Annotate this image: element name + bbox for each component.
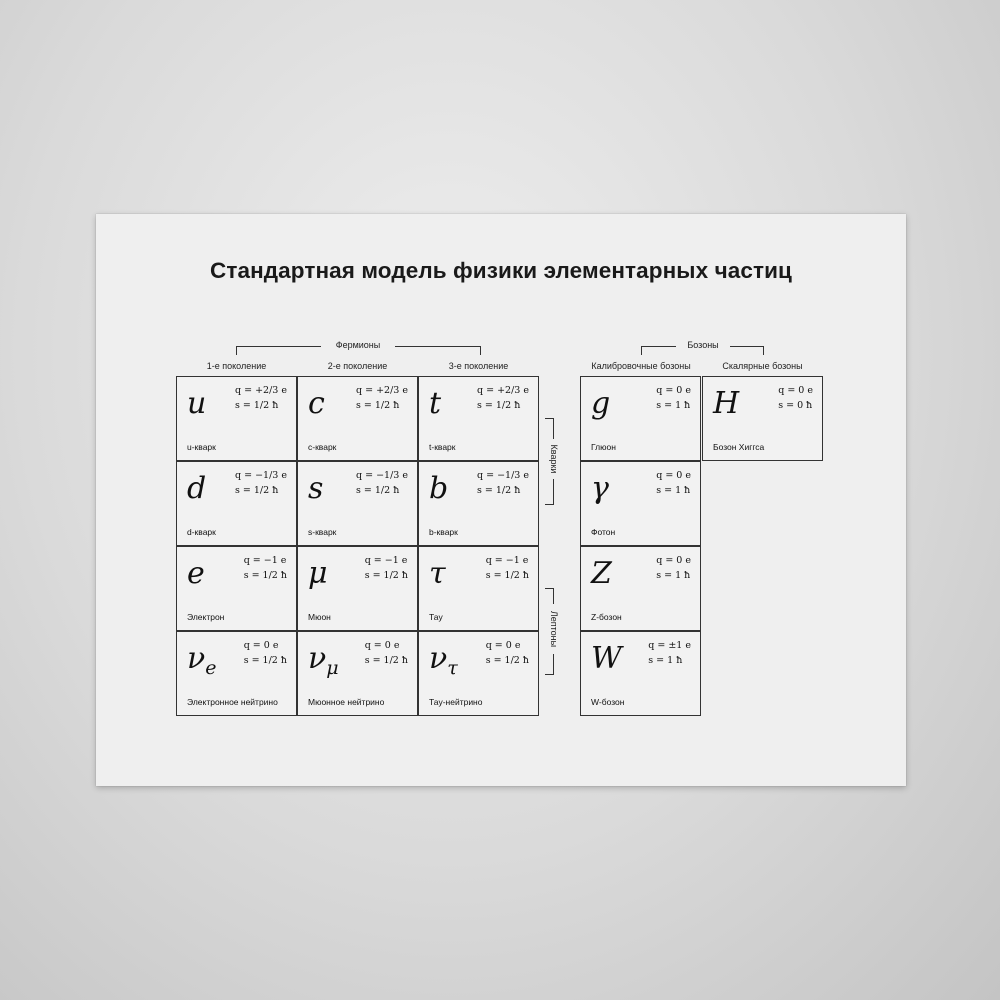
- particle-name: d-кварк: [187, 527, 216, 537]
- charge-value: q = −1/3 e: [356, 470, 408, 481]
- particle-properties: [486, 553, 529, 583]
- particle-name: u-кварк: [187, 442, 216, 452]
- spin-value: s = 0 ħ: [778, 400, 813, 411]
- charge-value: q = 0 e: [656, 470, 691, 481]
- charge-value: q = −1 e: [364, 555, 408, 566]
- page-title: Стандартная модель физики элементарных частиц: [210, 258, 792, 283]
- particle-properties: [656, 553, 691, 583]
- particle-symbol: $\nu_e$: [187, 641, 217, 679]
- generation-label: 3-е поколение: [448, 361, 509, 371]
- particle-symbol: $\nu_\tau$: [429, 641, 458, 679]
- particle-properties: [477, 468, 529, 498]
- charge-value: q = 0 e: [243, 640, 279, 651]
- spin-value: s = 1 ħ: [648, 655, 683, 666]
- particle-name: Мюонное нейтрино: [308, 697, 385, 707]
- quarks-label: Кварки: [549, 439, 559, 479]
- particle-properties: [778, 383, 813, 413]
- particle-symbol-subscript: μ: [326, 657, 339, 679]
- spin-value: s = 1/2 ħ: [243, 570, 287, 581]
- particle-symbol: s: [308, 471, 324, 506]
- particle-symbol: u: [187, 386, 207, 421]
- particle-cell: [297, 461, 418, 546]
- spin-value: s = 1 ħ: [656, 570, 691, 581]
- particle-cell: [176, 546, 297, 631]
- particle-symbol: g: [591, 386, 611, 421]
- spin-value: s = 1/2 ħ: [485, 655, 529, 666]
- spin-value: s = 1/2 ħ: [235, 485, 279, 496]
- spin-value: s = 1 ħ: [656, 485, 691, 496]
- leptons-label: Лептоны: [549, 604, 559, 654]
- particle-cell: [297, 376, 418, 461]
- particle-properties: [477, 383, 529, 413]
- particle-symbol: H: [713, 386, 740, 421]
- charge-value: q = +2/3 e: [235, 385, 287, 396]
- particle-name: Глюон: [591, 442, 616, 452]
- charge-value: q = ±1 e: [648, 640, 691, 651]
- particle-name: Электронное нейтрино: [187, 697, 278, 707]
- scalar-bosons-label: Скалярные бозоны: [722, 361, 803, 371]
- particle-properties: [656, 383, 691, 413]
- poster: [96, 214, 906, 786]
- charge-value: q = +2/3 e: [477, 385, 529, 396]
- particle-properties: [244, 638, 287, 668]
- spin-value: s = 1/2 ħ: [364, 655, 408, 666]
- spin-value: s = 1 ħ: [656, 400, 691, 411]
- charge-value: q = −1 e: [485, 555, 529, 566]
- fermions-label: Фермионы: [321, 340, 395, 350]
- charge-value: q = −1/3 e: [235, 470, 287, 481]
- charge-value: q = −1/3 e: [477, 470, 529, 481]
- particle-cell: [176, 461, 297, 546]
- particle-symbol-subscript: τ: [447, 657, 458, 679]
- particle-symbol: t: [429, 386, 442, 421]
- spin-value: s = 1/2 ħ: [235, 400, 279, 411]
- spin-value: s = 1/2 ħ: [477, 400, 521, 411]
- particle-symbol: γ: [591, 471, 609, 506]
- particle-name: Бозон Хиггса: [713, 442, 765, 452]
- particle-symbol: $\nu_\mu$: [308, 641, 339, 679]
- particle-cell: [580, 546, 701, 631]
- particle-properties: [244, 553, 287, 583]
- particle-cell: [297, 546, 418, 631]
- particle-properties: [235, 383, 287, 413]
- particle-symbol: c: [308, 386, 325, 421]
- charge-value: q = 0 e: [364, 640, 400, 651]
- particle-cell: [176, 376, 297, 461]
- particle-properties: [648, 638, 691, 668]
- spin-value: s = 1/2 ħ: [356, 485, 400, 496]
- particle-symbol: b: [429, 471, 449, 506]
- particle-name: Z-бозон: [591, 612, 622, 622]
- particle-properties: [365, 638, 408, 668]
- particle-cell: [418, 461, 539, 546]
- particle-symbol: d: [187, 471, 207, 506]
- particle-cell: [176, 631, 297, 716]
- particle-symbol: W: [591, 641, 622, 676]
- particle-symbol: e: [187, 556, 205, 591]
- particle-cell: [418, 376, 539, 461]
- particle-name: Мюон: [308, 612, 331, 622]
- particle-cell: [418, 631, 539, 716]
- particle-properties: [356, 468, 408, 498]
- particle-cell: [297, 631, 418, 716]
- particle-properties: [656, 468, 691, 498]
- particle-name: Фотон: [591, 527, 616, 537]
- particle-name: Тау-нейтрино: [429, 697, 483, 707]
- particle-properties: [235, 468, 287, 498]
- particle-symbol-subscript: e: [205, 657, 217, 679]
- charge-value: q = 0 e: [656, 385, 691, 396]
- particle-properties: [365, 553, 408, 583]
- particle-cell: [702, 376, 823, 461]
- particle-name: W-бозон: [591, 697, 625, 707]
- particle-cell: [580, 461, 701, 546]
- particle-name: Тау: [429, 612, 443, 622]
- particle-properties: [356, 383, 408, 413]
- spin-value: s = 1/2 ħ: [364, 570, 408, 581]
- generation-label: 2-е поколение: [327, 361, 388, 371]
- particle-name: s-кварк: [308, 527, 337, 537]
- charge-value: q = 0 e: [485, 640, 521, 651]
- particle-name: c-кварк: [308, 442, 337, 452]
- particle-name: t-кварк: [429, 442, 456, 452]
- particle-cell: [580, 376, 701, 461]
- spin-value: s = 1/2 ħ: [243, 655, 287, 666]
- spin-value: s = 1/2 ħ: [356, 400, 400, 411]
- particle-name: Электрон: [187, 612, 225, 622]
- charge-value: q = +2/3 e: [356, 385, 408, 396]
- generation-label: 1-е поколение: [206, 361, 267, 371]
- spin-value: s = 1/2 ħ: [477, 485, 521, 496]
- charge-value: q = 0 e: [656, 555, 691, 566]
- gauge-bosons-label: Калибровочные бозоны: [591, 361, 691, 371]
- particle-symbol: τ: [429, 556, 446, 591]
- charge-value: q = −1 e: [243, 555, 287, 566]
- particle-symbol: Z: [591, 556, 612, 591]
- spin-value: s = 1/2 ħ: [485, 570, 529, 581]
- particle-cell: [418, 546, 539, 631]
- particle-name: b-кварк: [429, 527, 458, 537]
- bosons-label: Бозоны: [676, 340, 730, 350]
- particle-cell: [580, 631, 701, 716]
- particle-symbol: μ: [308, 556, 328, 591]
- charge-value: q = 0 e: [778, 385, 813, 396]
- particle-properties: [486, 638, 529, 668]
